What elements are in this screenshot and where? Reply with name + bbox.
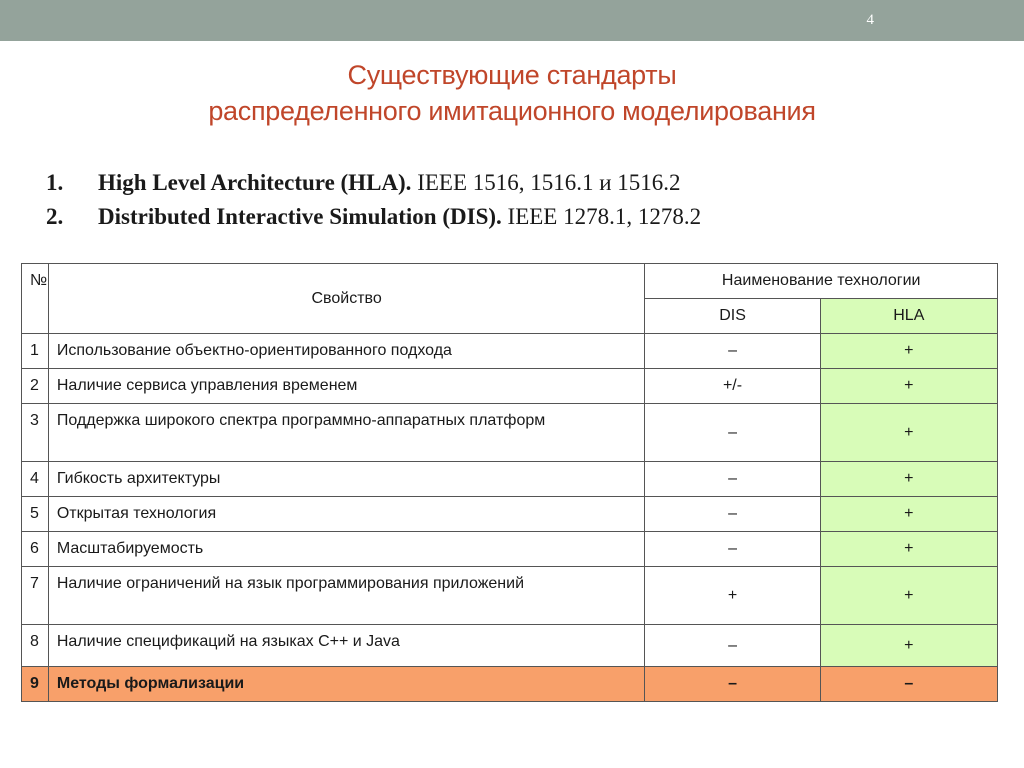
row-dis-value: +: [645, 567, 820, 625]
table-header-row: [22, 264, 998, 299]
row-hla-value: +: [820, 567, 997, 625]
row-hla-value: +: [820, 369, 997, 404]
row-dis-value: +/-: [645, 369, 820, 404]
comparison-table: [21, 263, 998, 702]
row-number: 9: [22, 667, 49, 702]
table-row: [22, 625, 998, 667]
list-item-number: 2.: [46, 204, 64, 229]
row-dis-value: –: [645, 532, 820, 567]
row-property: Масштабируемость: [48, 532, 645, 567]
row-property: Поддержка широкого спектра программно-аппаратных платформ: [48, 404, 645, 462]
list-item-name: Distributed Interactive Simulation (DIS).: [98, 204, 502, 229]
row-number: 4: [22, 462, 49, 497]
list-item-detail: IEEE 1516, 1516.1 и 1516.2: [411, 170, 681, 195]
list-item: [46, 166, 701, 200]
header-dis: DIS: [645, 299, 820, 334]
standards-list: [46, 166, 701, 234]
row-number: 6: [22, 532, 49, 567]
slide-title: [0, 57, 1024, 129]
row-property: Гибкость архитектуры: [48, 462, 645, 497]
slide-title-line-2: распределенного имитационного моделирования: [208, 96, 816, 126]
row-number: 2: [22, 369, 49, 404]
row-dis-value: –: [645, 334, 820, 369]
row-dis-value: –: [645, 625, 820, 667]
list-item-detail: IEEE 1278.1, 1278.2: [501, 204, 702, 229]
header-hla: HLA: [820, 299, 997, 334]
row-hla-value: +: [820, 497, 997, 532]
row-property: Открытая технология: [48, 497, 645, 532]
row-property: Использование объектно-ориентированного подхода: [48, 334, 645, 369]
table-row: [22, 567, 998, 625]
row-number: 5: [22, 497, 49, 532]
row-dis-value: –: [645, 667, 820, 702]
row-dis-value: –: [645, 462, 820, 497]
table-row: [22, 532, 998, 567]
row-hla-value: +: [820, 404, 997, 462]
row-dis-value: –: [645, 497, 820, 532]
row-property: Методы формализации: [48, 667, 645, 702]
row-property: Наличие спецификаций на языках C++ и Java: [48, 625, 645, 667]
list-item: [46, 200, 701, 234]
row-property: Наличие ограничений на язык программирования приложений: [48, 567, 645, 625]
slide-number: 4: [866, 12, 874, 28]
row-number: 3: [22, 404, 49, 462]
table-row: [22, 404, 998, 462]
table-row: [22, 462, 998, 497]
row-number: 8: [22, 625, 49, 667]
table-row: [22, 334, 998, 369]
table-row-highlighted: [22, 667, 998, 702]
list-item-number: 1.: [46, 170, 64, 195]
row-dis-value: –: [645, 404, 820, 462]
row-number: 1: [22, 334, 49, 369]
row-number: 7: [22, 567, 49, 625]
row-hla-value: +: [820, 462, 997, 497]
row-hla-value: +: [820, 625, 997, 667]
row-hla-value: +: [820, 334, 997, 369]
table-row: [22, 369, 998, 404]
list-item-name: High Level Architecture (HLA).: [98, 170, 412, 195]
row-property: Наличие сервиса управления временем: [48, 369, 645, 404]
header-technology: Наименование технологии: [645, 264, 998, 299]
header-number: №: [22, 264, 49, 334]
row-hla-value: –: [820, 667, 997, 702]
header-property: Свойство: [48, 264, 645, 334]
slide-title-line-1: Существующие стандарты: [347, 60, 677, 90]
table-row: [22, 497, 998, 532]
row-hla-value: +: [820, 532, 997, 567]
